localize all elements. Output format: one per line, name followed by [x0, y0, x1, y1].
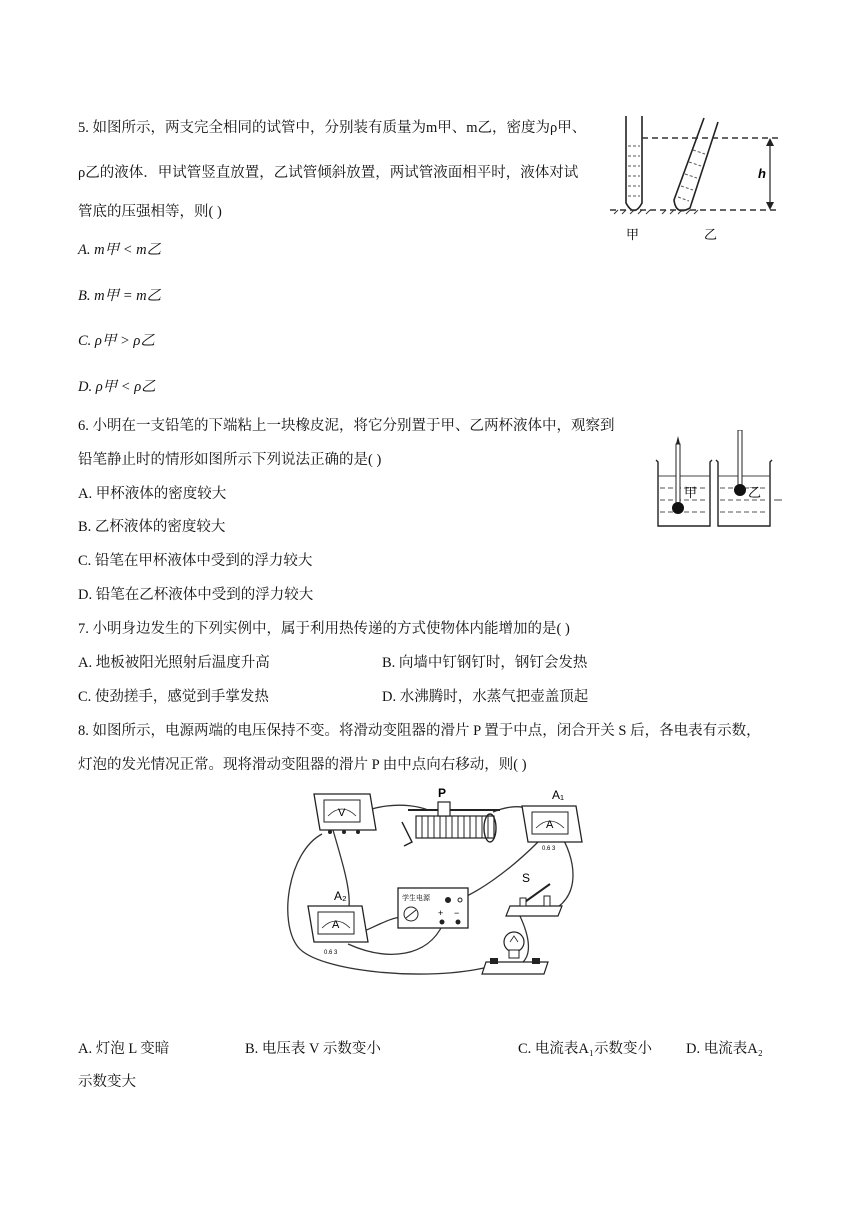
q5-stem-line1: 5. 如图所示，两支完全相同的试管中，分别装有质量为m甲、m乙，密度为ρ甲、 — [78, 120, 587, 136]
q7-option-b: B. 向墙中钉钢钉时，钢钉会发热 — [382, 655, 588, 671]
q8-circuit-figure — [278, 782, 588, 997]
power-supply-plus: + — [438, 908, 444, 918]
q8-option-a: A. 灯泡 L 变暗 — [78, 1041, 170, 1057]
q5-option-a: A. m甲 < m乙 — [78, 242, 162, 258]
lamp-l — [482, 932, 548, 974]
q5-figure-label-h: h — [758, 166, 766, 181]
rheostat-label-p: P — [438, 786, 447, 800]
ammeter-a1-dial-label: A — [546, 819, 554, 831]
q6-option-d: D. 铅笔在乙杯液体中受到的浮力较大 — [78, 587, 314, 603]
q6-beaker-figure — [650, 430, 785, 530]
rheostat — [402, 786, 500, 846]
q6-figure-label-jia: 甲 — [684, 485, 698, 500]
q5-test-tube-figure — [600, 108, 800, 248]
q8-option-d-continued: 示数变大 — [78, 1074, 136, 1090]
ammeter-a2-label: A₂ — [334, 889, 347, 903]
q5-option-b: B. m甲 = m乙 — [78, 288, 162, 304]
ammeter-a1 — [522, 788, 582, 852]
q8-option-b: B. 电压表 V 示数变小 — [245, 1041, 381, 1057]
ammeter-a1-range: 0.6 3 — [542, 846, 556, 852]
q5-figure-label-yi: 乙 — [704, 227, 718, 242]
q5-stem-line2: ρ乙的液体．甲试管竖直放置，乙试管倾斜放置，两试管液面相平时，液体对试 — [78, 165, 579, 181]
q6-stem-line1: 6. 小明在一支铅笔的下端粘上一块橡皮泥，将它分别置于甲、乙两杯液体中，观察到 — [78, 418, 615, 434]
power-supply-minus: − — [454, 908, 460, 918]
ammeter-a2-dial-label: A — [332, 919, 340, 931]
ammeter-a2-range: 0.6 3 — [324, 950, 338, 956]
ammeter-a1-label: A₁ — [552, 788, 565, 802]
q8-stem-line1: 8. 如图所示，电源两端的电压保持不变。将滑动变阻器的滑片 P 置于中点，闭合开关 S 后，各电表有示数， — [78, 723, 761, 739]
q6-option-c: C. 铅笔在甲杯液体中受到的浮力较大 — [78, 553, 313, 569]
q5-option-c: C. ρ甲 > ρ乙 — [78, 333, 155, 349]
q6-figure-label-yi: 乙 — [748, 485, 762, 500]
q6-option-b: B. 乙杯液体的密度较大 — [78, 519, 226, 535]
voltmeter-label: V — [338, 807, 346, 819]
q5-stem-line3: 管底的压强相等，则( ) — [78, 204, 222, 220]
ammeter-a2 — [308, 889, 368, 956]
q7-option-a: A. 地板被阳光照射后温度升高 — [78, 655, 270, 671]
q6-option-a: A. 甲杯液体的密度较大 — [78, 486, 227, 502]
q7-option-c: C. 使劲搓手，感觉到手掌发热 — [78, 689, 269, 705]
voltmeter-v — [314, 794, 376, 834]
q7-stem: 7. 小明身边发生的下列实例中，属于利用热传递的方式使物体内能增加的是( ) — [78, 621, 570, 637]
q8-option-d: D. 电流表A₂ — [686, 1041, 763, 1057]
q5-figure-label-jia: 甲 — [626, 227, 640, 242]
switch-label-s: S — [522, 871, 531, 885]
power-supply — [398, 888, 468, 928]
power-supply-label: 学生电源 — [402, 895, 430, 902]
q5-option-d: D. ρ甲 < ρ乙 — [78, 379, 156, 395]
q8-stem-line2: 灯泡的发光情况正常。现将滑动变阻器的滑片 P 由中点向右移动，则( ) — [78, 757, 527, 773]
q8-option-c: C. 电流表A₁示数变小 — [518, 1041, 652, 1057]
q7-option-d: D. 水沸腾时，水蒸气把壶盖顶起 — [382, 689, 589, 705]
switch-s — [506, 871, 562, 916]
q6-stem-line2: 铅笔静止时的情形如图所示下列说法正确的是( ) — [78, 452, 382, 468]
